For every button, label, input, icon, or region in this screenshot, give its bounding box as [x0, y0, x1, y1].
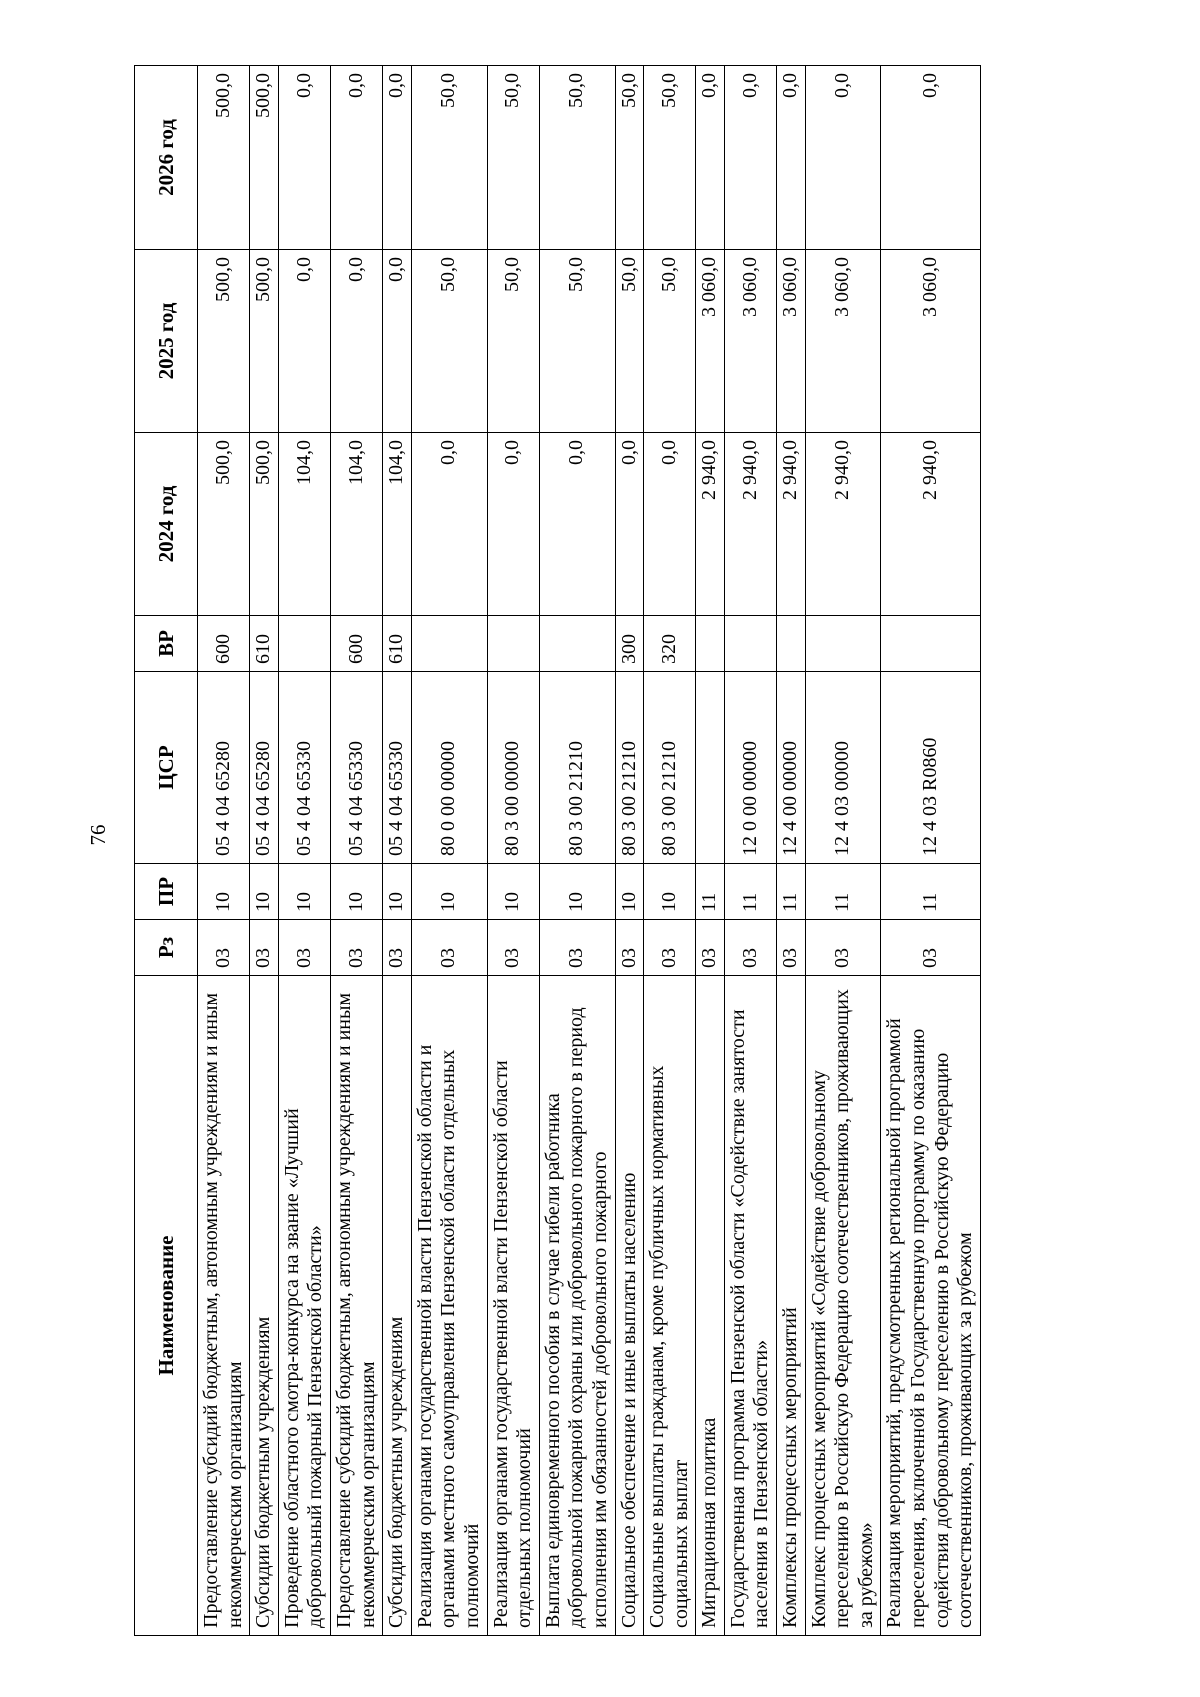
cell-vr: 600 — [198, 616, 250, 672]
cell-rz: 03 — [724, 920, 776, 976]
cell-2024: 0,0 — [487, 433, 539, 616]
cell-rz: 03 — [198, 920, 250, 976]
cell-name: Комплекс процессных мероприятий «Содействие добровольному переселению в Российскую Федерацию соотечественников, проживающих за рубежом» — [805, 976, 881, 1636]
cell-csr: 05 4 04 65330 — [330, 672, 382, 864]
cell-vr — [539, 616, 615, 672]
cell-csr — [696, 672, 725, 864]
cell-2025: 3 060,0 — [777, 250, 806, 433]
cell-2024: 0,0 — [539, 433, 615, 616]
cell-2025: 50,0 — [487, 250, 539, 433]
table-row — [278, 66, 330, 1636]
cell-vr — [487, 616, 539, 672]
cell-name: Субсидии бюджетным учреждениям — [383, 976, 412, 1636]
cell-name: Субсидии бюджетным учреждениям — [250, 976, 279, 1636]
cell-2025: 0,0 — [278, 250, 330, 433]
cell-name: Проведение областного смотра-конкурса на звание «Лучший добровольный пожарный Пензенской области» — [278, 976, 330, 1636]
cell-csr: 12 4 03 R0860 — [881, 672, 980, 864]
cell-2025: 3 060,0 — [805, 250, 881, 433]
header-2024: 2024 год — [135, 433, 198, 616]
cell-2024: 2 940,0 — [696, 433, 725, 616]
cell-vr: 300 — [615, 616, 644, 672]
cell-pr: 10 — [487, 864, 539, 920]
cell-vr — [411, 616, 487, 672]
cell-csr: 12 4 03 00000 — [805, 672, 881, 864]
cell-rz: 03 — [411, 920, 487, 976]
cell-rz: 03 — [330, 920, 382, 976]
cell-2026: 50,0 — [487, 66, 539, 250]
cell-rz: 03 — [696, 920, 725, 976]
cell-2025: 50,0 — [644, 250, 696, 433]
cell-name: Миграционная политика — [696, 976, 725, 1636]
cell-csr: 05 4 04 65280 — [198, 672, 250, 864]
cell-2024: 500,0 — [198, 433, 250, 616]
cell-2026: 0,0 — [278, 66, 330, 250]
cell-csr: 80 3 00 21210 — [539, 672, 615, 864]
cell-vr — [278, 616, 330, 672]
cell-pr: 10 — [198, 864, 250, 920]
cell-name: Государственная программа Пензенской области «Содействие занятости населения в Пензенской области» — [724, 976, 776, 1636]
cell-2026: 500,0 — [250, 66, 279, 250]
cell-rz: 03 — [881, 920, 980, 976]
header-name: Наименование — [135, 976, 198, 1636]
cell-rz: 03 — [383, 920, 412, 976]
cell-2026: 0,0 — [383, 66, 412, 250]
cell-csr: 80 3 00 21210 — [615, 672, 644, 864]
cell-csr: 05 4 04 65330 — [383, 672, 412, 864]
cell-pr: 10 — [615, 864, 644, 920]
cell-2025: 3 060,0 — [696, 250, 725, 433]
cell-vr: 610 — [250, 616, 279, 672]
table-header-row — [135, 66, 198, 1636]
table-row — [615, 66, 644, 1636]
cell-name: Выплата единовременного пособия в случае гибели работника добровольной пожарной охраны или добровольного пожарного в период исполнения им обязанностей добровольного пожарного — [539, 976, 615, 1636]
cell-rz: 03 — [805, 920, 881, 976]
cell-rz: 03 — [487, 920, 539, 976]
table-row — [330, 66, 382, 1636]
table-row — [805, 66, 881, 1636]
cell-pr: 11 — [696, 864, 725, 920]
cell-csr: 05 4 04 65280 — [250, 672, 279, 864]
table-row — [383, 66, 412, 1636]
cell-pr: 10 — [278, 864, 330, 920]
cell-name: Предоставление субсидий бюджетным, автономным учреждениям и иным некоммерческим организациям — [198, 976, 250, 1636]
table-row — [724, 66, 776, 1636]
cell-pr: 10 — [383, 864, 412, 920]
cell-rz: 03 — [644, 920, 696, 976]
cell-pr: 10 — [644, 864, 696, 920]
table-row — [487, 66, 539, 1636]
table-row — [644, 66, 696, 1636]
cell-2025: 0,0 — [330, 250, 382, 433]
table-row — [777, 66, 806, 1636]
cell-2025: 0,0 — [383, 250, 412, 433]
cell-2024: 2 940,0 — [777, 433, 806, 616]
cell-csr: 80 3 00 00000 — [487, 672, 539, 864]
cell-vr: 320 — [644, 616, 696, 672]
cell-2026: 50,0 — [615, 66, 644, 250]
cell-2024: 2 940,0 — [805, 433, 881, 616]
cell-rz: 03 — [250, 920, 279, 976]
cell-vr — [777, 616, 806, 672]
cell-2024: 0,0 — [644, 433, 696, 616]
cell-vr — [724, 616, 776, 672]
cell-2026: 0,0 — [330, 66, 382, 250]
cell-2024: 104,0 — [278, 433, 330, 616]
cell-csr: 12 4 00 00000 — [777, 672, 806, 864]
cell-rz: 03 — [539, 920, 615, 976]
cell-name: Комплексы процессных мероприятий — [777, 976, 806, 1636]
cell-2024: 104,0 — [330, 433, 382, 616]
cell-vr — [696, 616, 725, 672]
cell-csr: 05 4 04 65330 — [278, 672, 330, 864]
cell-rz: 03 — [777, 920, 806, 976]
cell-2026: 0,0 — [805, 66, 881, 250]
cell-name: Реализация органами государственной власти Пензенской области отдельных полномочий — [487, 976, 539, 1636]
cell-vr: 600 — [330, 616, 382, 672]
cell-2024: 0,0 — [411, 433, 487, 616]
cell-2026: 500,0 — [198, 66, 250, 250]
cell-vr: 610 — [383, 616, 412, 672]
table-row — [250, 66, 279, 1636]
header-rz: Рз — [135, 920, 198, 976]
cell-vr — [805, 616, 881, 672]
cell-2025: 50,0 — [615, 250, 644, 433]
cell-2026: 50,0 — [411, 66, 487, 250]
cell-2024: 2 940,0 — [881, 433, 980, 616]
header-2025: 2025 год — [135, 250, 198, 433]
cell-2024: 104,0 — [383, 433, 412, 616]
table-row — [539, 66, 615, 1636]
cell-rz: 03 — [278, 920, 330, 976]
cell-pr: 11 — [805, 864, 881, 920]
cell-pr: 10 — [539, 864, 615, 920]
header-pr: ПР — [135, 864, 198, 920]
cell-vr — [881, 616, 980, 672]
cell-2024: 0,0 — [615, 433, 644, 616]
cell-2025: 500,0 — [250, 250, 279, 433]
table-row — [198, 66, 250, 1636]
cell-pr: 11 — [777, 864, 806, 920]
cell-2026: 0,0 — [696, 66, 725, 250]
cell-csr: 80 0 00 00000 — [411, 672, 487, 864]
cell-2026: 50,0 — [539, 66, 615, 250]
budget-table — [134, 65, 981, 1636]
cell-name: Реализация мероприятий, предусмотренных региональной программой переселения, включенной в Государственную программу по оказанию содействия добровольному переселению в Российскую Федерацию соотечественников, проживающих за рубежом — [881, 976, 980, 1636]
cell-2025: 500,0 — [198, 250, 250, 433]
cell-2025: 3 060,0 — [881, 250, 980, 433]
cell-pr: 10 — [411, 864, 487, 920]
cell-pr: 11 — [724, 864, 776, 920]
rotated-table-wrapper — [134, 66, 1034, 1636]
table-row — [881, 66, 980, 1636]
cell-2026: 0,0 — [881, 66, 980, 250]
cell-2025: 50,0 — [411, 250, 487, 433]
table-row — [696, 66, 725, 1636]
header-vr: ВР — [135, 616, 198, 672]
cell-pr: 10 — [330, 864, 382, 920]
cell-pr: 11 — [881, 864, 980, 920]
cell-2025: 50,0 — [539, 250, 615, 433]
cell-2026: 0,0 — [724, 66, 776, 250]
page-number: 76 — [86, 824, 110, 846]
cell-pr: 10 — [250, 864, 279, 920]
cell-csr: 80 3 00 21210 — [644, 672, 696, 864]
cell-2024: 500,0 — [250, 433, 279, 616]
cell-name: Реализация органами государственной власти Пензенской области и органами местного самоуправления Пензенской области отдельных полномочий — [411, 976, 487, 1636]
cell-2026: 50,0 — [644, 66, 696, 250]
cell-rz: 03 — [615, 920, 644, 976]
cell-2024: 2 940,0 — [724, 433, 776, 616]
header-2026: 2026 год — [135, 66, 198, 250]
header-csr: ЦСР — [135, 672, 198, 864]
cell-2026: 0,0 — [777, 66, 806, 250]
cell-name: Социальные выплаты гражданам, кроме публичных нормативных социальных выплат — [644, 976, 696, 1636]
table-row — [411, 66, 487, 1636]
cell-name: Предоставление субсидий бюджетным, автономным учреждениям и иным некоммерческим организациям — [330, 976, 382, 1636]
cell-csr: 12 0 00 00000 — [724, 672, 776, 864]
cell-name: Социальное обеспечение и иные выплаты населению — [615, 976, 644, 1636]
cell-2025: 3 060,0 — [724, 250, 776, 433]
